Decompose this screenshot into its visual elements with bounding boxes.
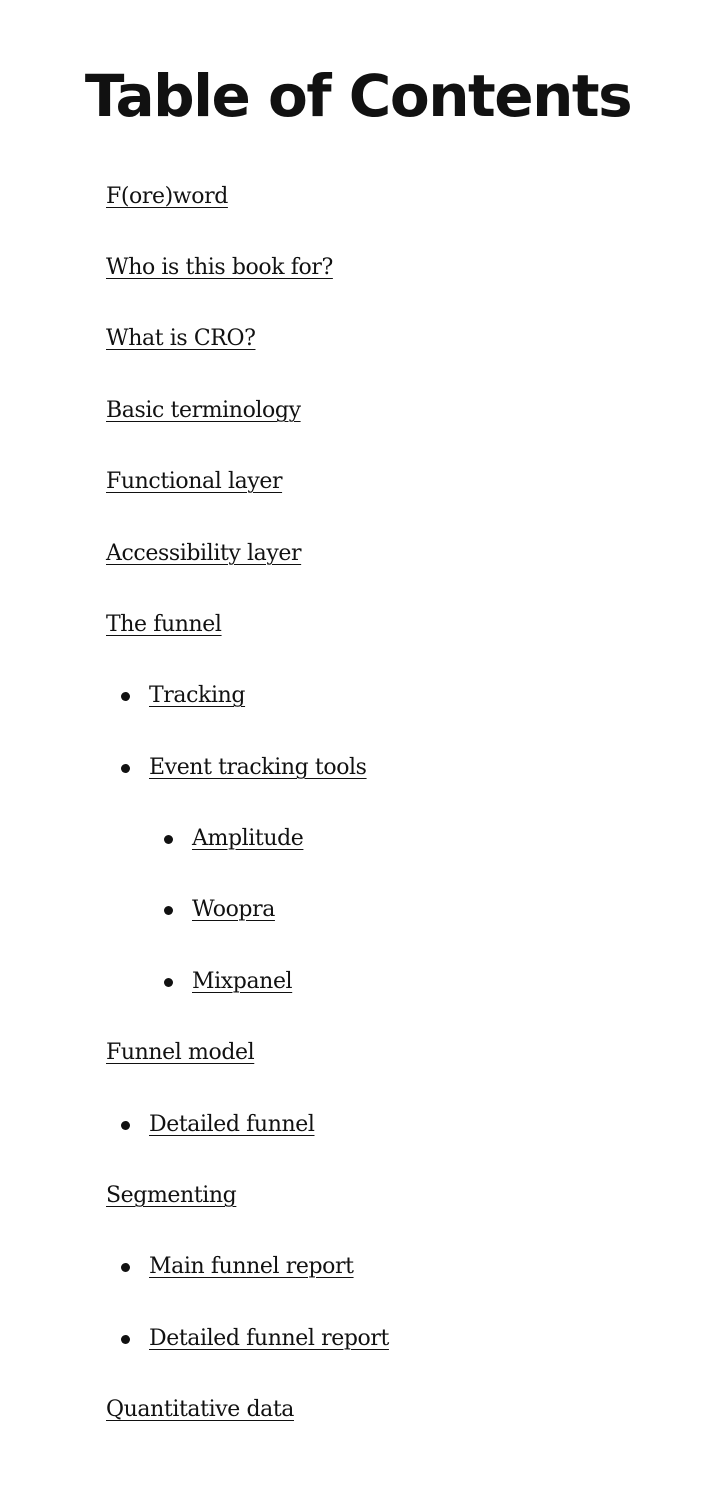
- toc-entry: [149, 1249, 354, 1285]
- toc-entry: [149, 1107, 315, 1143]
- toc-link[interactable]: Tracking: [149, 683, 246, 708]
- toc-entry: [106, 607, 222, 643]
- toc-entry: [106, 393, 301, 429]
- bullet-icon: [121, 1335, 130, 1344]
- toc-entry: [192, 821, 303, 857]
- toc-link[interactable]: Woopra: [192, 897, 275, 922]
- toc-link[interactable]: Detailed funnel report: [149, 1326, 389, 1351]
- toc-link[interactable]: Segmenting: [106, 1183, 237, 1208]
- toc-link[interactable]: Funnel model: [106, 1040, 255, 1065]
- toc-link[interactable]: Accessibility layer: [106, 541, 302, 566]
- toc-link[interactable]: Amplitude: [192, 826, 304, 851]
- toc-entry: [106, 464, 282, 500]
- toc-entry: [149, 678, 245, 714]
- bullet-icon: [121, 1263, 130, 1272]
- toc-entry: [149, 1321, 389, 1357]
- bullet-icon: [164, 978, 173, 987]
- toc-entry: [106, 321, 255, 357]
- toc-entry: [106, 1178, 236, 1214]
- bullet-icon: [164, 906, 173, 915]
- bullet-icon: [121, 764, 130, 773]
- toc-entry: [106, 1392, 294, 1428]
- toc-link[interactable]: Quantitative data: [106, 1397, 294, 1422]
- toc-link[interactable]: Event tracking tools: [149, 755, 367, 780]
- toc-link[interactable]: Detailed funnel: [149, 1112, 315, 1137]
- toc-link[interactable]: Functional layer: [106, 469, 283, 494]
- toc-entry: [106, 179, 228, 215]
- toc-entry: [106, 1035, 254, 1071]
- bullet-icon: [121, 1121, 130, 1130]
- bullet-icon: [121, 692, 130, 701]
- page-title: Table of Contents: [84, 62, 632, 130]
- toc-link[interactable]: Main funnel report: [149, 1254, 354, 1279]
- toc-link[interactable]: The funnel: [106, 612, 222, 637]
- toc-entry: [192, 892, 275, 928]
- toc-link[interactable]: Mixpanel: [192, 969, 293, 994]
- toc-link[interactable]: F(ore)word: [106, 184, 228, 209]
- toc-link[interactable]: Who is this book for?: [106, 255, 333, 280]
- toc-entry: [106, 536, 301, 572]
- toc-link[interactable]: What is CRO?: [106, 326, 256, 351]
- toc-entry: [192, 964, 292, 1000]
- toc-entry: [149, 750, 367, 786]
- toc-link[interactable]: Basic terminology: [106, 398, 301, 423]
- bullet-icon: [164, 835, 173, 844]
- toc-entry: [106, 250, 333, 286]
